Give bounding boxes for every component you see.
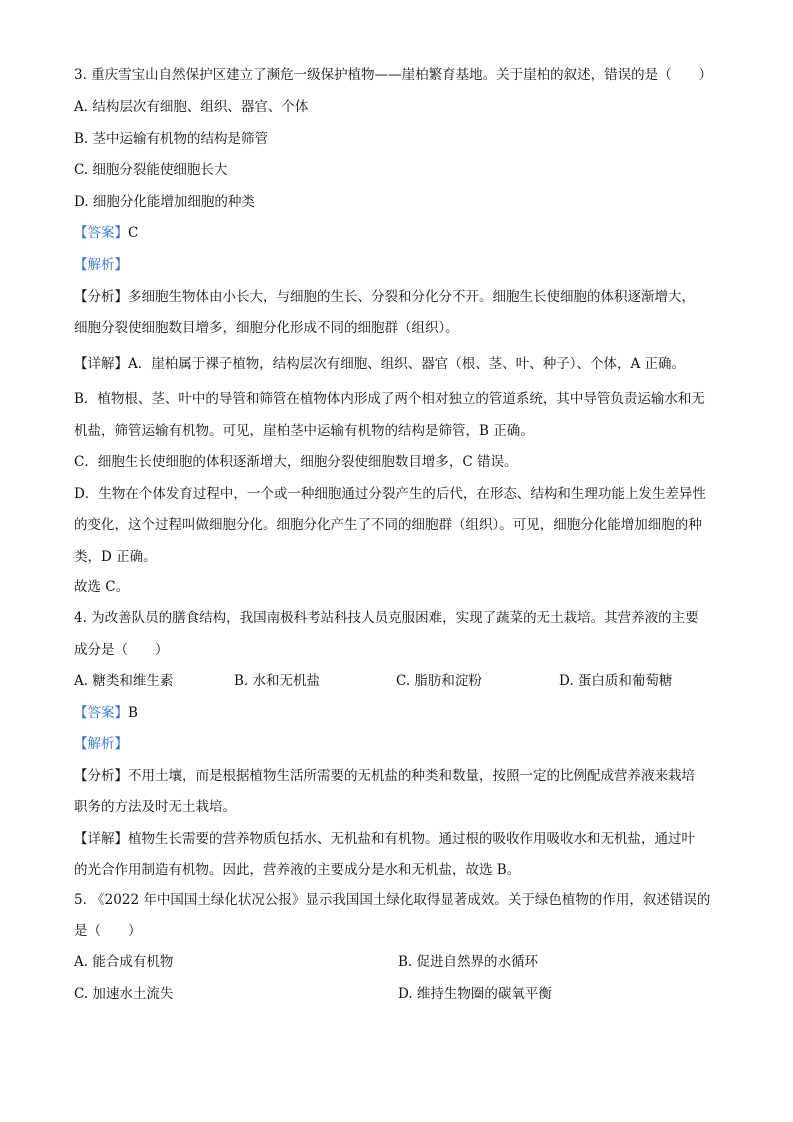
q3-xiangjie-c: C．细胞生长使细胞的体积逐渐增大，细胞分裂使细胞数目增多，C 错误。 (74, 454, 518, 470)
q3-xiangjie-d2: 的变化，这个过程叫做细胞分化。细胞分化产生了不同的细胞群（组织）。可见，细胞分化能增加细胞的种 (74, 517, 702, 533)
q4-answer-line (74, 704, 724, 722)
q4-stem-2: 成分是（ ） (74, 642, 169, 658)
q4-jiexi-tag: 【解析】 (74, 736, 128, 752)
q4-option-c: C. 脂肪和淀粉 (396, 673, 482, 689)
q3-xiangjie-b1: B．植物根、茎、叶中的导管和筛管在植物体内形成了两个相对独立的管道系统，其中导管负责运输水和无 (74, 391, 705, 407)
q5-options-row-1 (74, 953, 724, 971)
q3-fenxi-line1: 【分析】多细胞生物体由小长大，与细胞的生长、分裂和分化分不开。细胞生长使细胞的体积逐渐增大， (74, 289, 695, 305)
q4-xiangjie-line1: 【详解】植物生长需要的营养物质包括水、无机盐和有机物。通过根的吸收作用吸收水和无机盐，通过叶 (74, 831, 695, 847)
q4-xiangjie-tag: 【详解】 (74, 831, 128, 847)
q3-answer: C (128, 225, 139, 241)
q3-xiangjie-d3: 类，D 正确。 (74, 549, 157, 565)
q3-option-d: D. 细胞分化能增加细胞的种类 (74, 194, 255, 210)
q3-option-c: C. 细胞分裂能使细胞长大 (74, 162, 228, 178)
q3-option-a: A. 结构层次有细胞、组织、器官、个体 (74, 99, 309, 115)
q3-fenxi-line2: 细胞分裂使细胞数目增多，细胞分化形成不同的细胞群（组织）。 (74, 320, 459, 336)
q3-jiexi-tag: 【解析】 (74, 257, 128, 273)
q3-xiangjie-b2: 机盐，筛管运输有机物。可见，崖柏茎中运输有机物的结构是筛管，B 正确。 (74, 423, 534, 439)
q4-stem-1: 4. 为改善队员的膳食结构，我国南极科考站科技人员克服困难，实现了蔬菜的无土栽培。其营养液的主要 (74, 610, 699, 626)
q5-option-c: C. 加速水土流失 (74, 986, 174, 1002)
q3-stem: 3. 重庆雪宝山自然保护区建立了濒危一级保护植物——崖柏繁育基地。关于崖柏的叙述，错误的是（ ） (74, 67, 713, 83)
q5-option-a: A. 能合成有机物 (74, 954, 174, 970)
q3-answer-tag: 【答案】 (74, 225, 128, 241)
q4-options-row (74, 672, 724, 690)
q5-options-row-2 (74, 985, 724, 1003)
q4-answer-tag: 【答案】 (74, 705, 128, 721)
q3-option-b: B. 茎中运输有机物的结构是筛管 (74, 131, 269, 147)
q4-fenxi-tag: 【分析】 (74, 768, 128, 784)
q4-xiangjie-line2: 的光合作用制造有机物。因此，营养液的主要成分是水和无机盐，故选 B。 (74, 862, 521, 878)
q4-answer: B (128, 705, 138, 721)
q3-conclusion: 故选 C。 (74, 579, 130, 595)
q4-option-d: D. 蛋白质和葡萄糖 (559, 673, 673, 689)
q3-answer-line (74, 224, 724, 242)
q5-option-b: B. 促进自然界的水循环 (398, 954, 539, 970)
q5-stem-1: 5. 《2022 年中国国土绿化状况公报》显示我国国土绿化取得显著成效。关于绿色植物的作用，叙述错误的 (74, 892, 711, 908)
q3-xiangjie-a: 【详解】A．崖柏属于裸子植物，结构层次有细胞、组织、器官（根、茎、叶、种子）、个体，A 正确。 (74, 356, 686, 372)
q5-option-d: D. 维持生物圈的碳氧平衡 (398, 986, 552, 1002)
q4-fenxi-line1: 【分析】不用土壤，而是根据植物生活所需要的无机盐的种类和数量，按照一定的比例配成营养液来栽培 (74, 768, 695, 784)
q3-xiangjie-d1: D．生物在个体发育过程中，一个或一种细胞通过分裂产生的后代，在形态、结构和生理功能上发生差异性 (74, 486, 706, 502)
q5-stem-2: 是（ ） (74, 923, 142, 939)
q4-option-b: B. 水和无机盐 (234, 673, 321, 689)
q4-fenxi-line2: 职务的方法及时无土栽培。 (74, 799, 236, 815)
q3-fenxi-tag: 【分析】 (74, 289, 128, 305)
q3-xiangjie-tag: 【详解】 (74, 356, 128, 372)
q4-option-a: A. 糖类和维生素 (74, 673, 174, 689)
